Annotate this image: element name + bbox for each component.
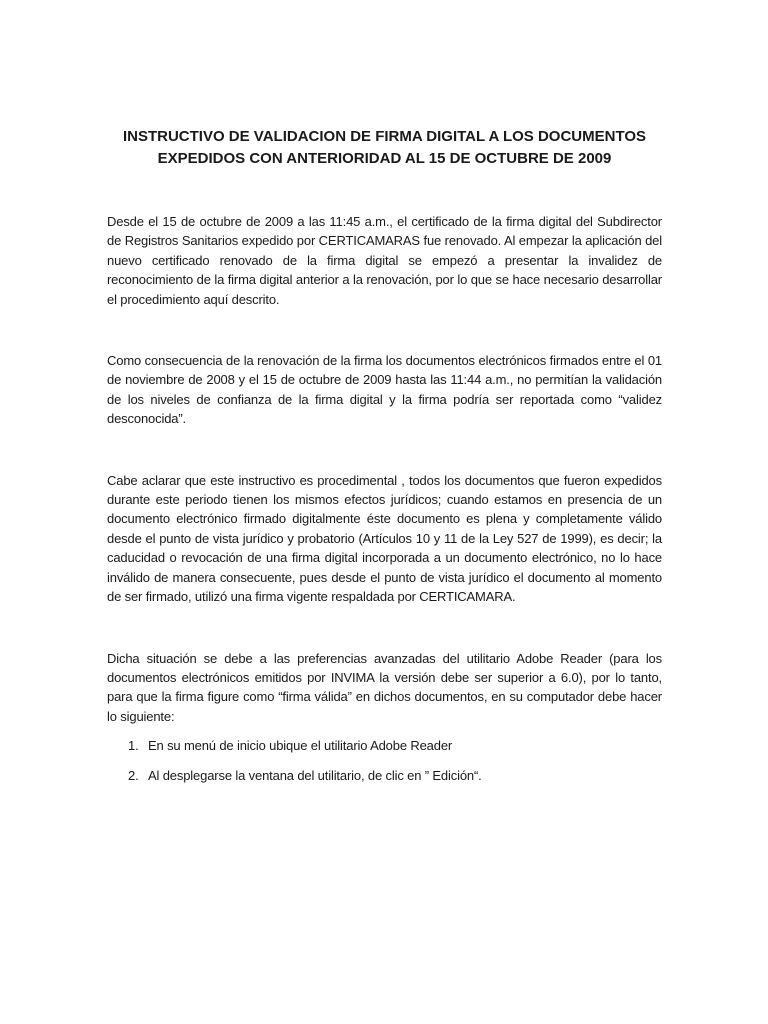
step-number: 1. — [128, 738, 139, 754]
step-text: En su menú de inicio ubique el utilitario Adobe Reader — [148, 738, 453, 754]
document-page — [107, 126, 662, 796]
paragraph-clarification: Cabe aclarar que este instructivo es procedimental , todos los documentos que fueron expedidos durante este periodo tienen los mismos efectos jurídicos; cuando estamos en presencia de un documento electrónico firmado digitalmente éste documento es plena y completamente válido desde el punto de vista jurídico y probatorio (Artículos 10 y 11 de la Ley 527 de 1999), es decir; la caducidad o revocación de una firma digital incorporada a un documento electrónico, no lo hace inválido de manera consecuente, pues desde el punto de vista jurídico el documento al momento de ser firmado, utilizó una firma vigente respaldada por CERTICAMARA. — [107, 472, 662, 605]
document-title — [107, 126, 662, 170]
title-line-1: INSTRUCTIVO DE VALIDACION DE FIRMA DIGITAL A LOS DOCUMENTOS — [122, 128, 647, 145]
title-line-2: EXPEDIDOS CON ANTERIORIDAD AL 15 DE OCTUBRE DE 2009 — [157, 150, 612, 167]
paragraph-consequence: Como consecuencia de la renovación de la firma los documentos electrónicos firmados entre el 01 de noviembre de 2008 y el 15 de octubre de 2009 hasta las 11:44 a.m., no permitían la validación de los niveles de confianza de la firma digital y la firma podría ser reportada como “validez desconocida”. — [107, 353, 662, 427]
paragraph-renewal: Desde el 15 de octubre de 2009 a las 11:45 a.m., el certificado de la firma digital del Subdirector de Registros Sanitarios expedido por CERTICAMARAS fue renovado. Al empezar la aplicación del nuevo certificado renovado de la firma digital se empezó a presentar la invalidez de reconocimiento de la firma digital anterior a la renovación, por lo que se hace necesario desarrollar el procedimiento aquí descrito. — [107, 214, 662, 307]
list-item — [107, 766, 662, 785]
step-number: 2. — [128, 768, 139, 784]
steps-list — [107, 736, 662, 785]
list-item — [107, 736, 662, 755]
paragraph-instructions-intro: Dicha situación se debe a las preferencias avanzadas del utilitario Adobe Reader (para los documentos electrónicos emitidos por INVIMA la versión debe ser superior a 6.0), por lo tanto, para que la firma figure como “firma válida” en dichos documentos, en su computador debe hacer lo siguiente: — [107, 650, 662, 724]
step-text: Al desplegarse la ventana del utilitario, de clic en ” Edición“. — [148, 768, 482, 784]
